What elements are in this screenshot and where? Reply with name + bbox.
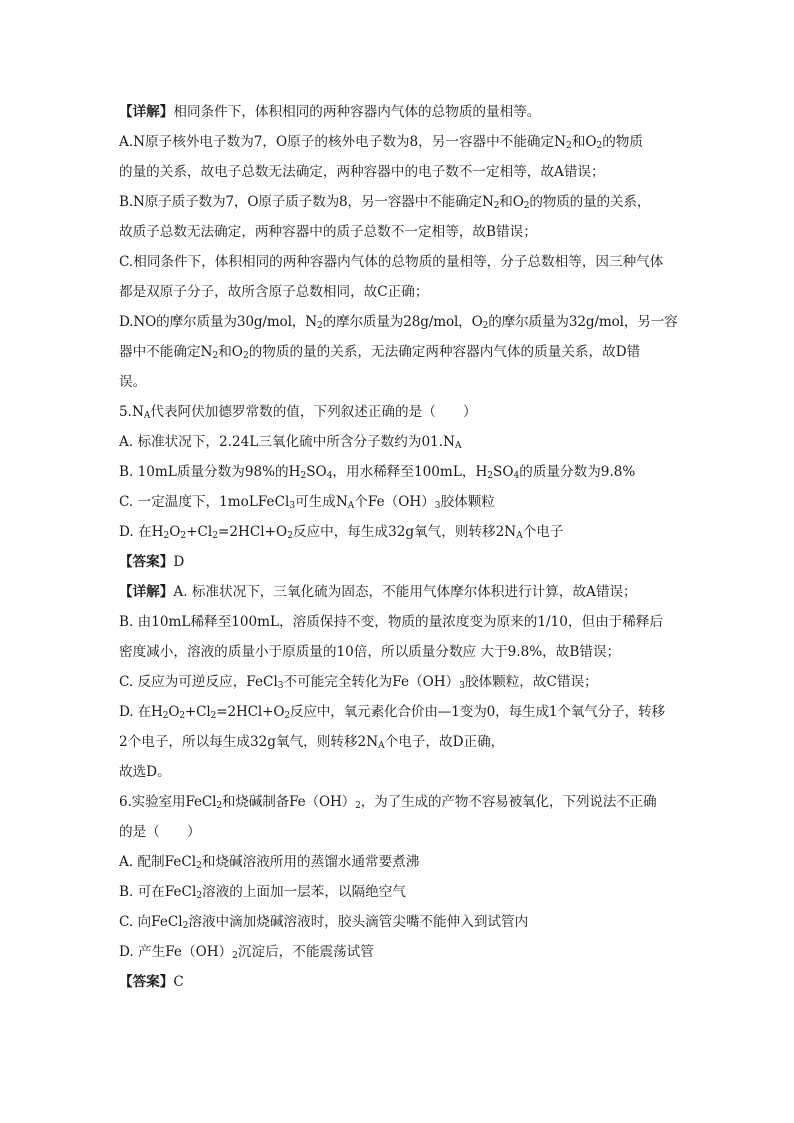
paragraph-4b-line-1: B.N原子质子数为7，O原子质子数为8，另一容器中不能确定$N_2$和$O_2$的物质的量的关系， — [119, 194, 651, 211]
paragraph-4d-line-3: 误。 — [119, 374, 147, 390]
question-6-option-c: C. 向FeCl$_2$溶液中滴加烧碱溶液时，胶头滴管尖嘴不能伸入到试管内 — [119, 914, 529, 931]
detail-tag: 【详解】 — [119, 584, 174, 600]
paragraph-detail-intro: 【详解】相同条件下，体积相同的两种容器内气体的总物质的量相等。 — [119, 104, 541, 120]
question-5-detail-b-line-1: B. 由10mL稀释至100mL，溶质保持不变，物质的量浓度变为原来的1/10，但由于稀释后 — [119, 614, 664, 630]
question-6-answer — [119, 967, 679, 997]
paragraph-4a-line-1: A.N原子核外电子数为7，O原子的核外电子数为8，另一容器中不能确定$N_2$和$O_2$的物质 — [119, 134, 643, 151]
paragraph-4c-line-2: 都是双原子分子，故所含原子总数相同，故C正确； — [119, 284, 429, 300]
document-body — [119, 97, 679, 997]
question-6-stem-line-1: 6.实验室用FeCl$_2$和烧碱制备$Fe(OH)_2$，为了生成的产物不容易被氧化，下列说法不正确 — [119, 794, 657, 811]
question-6-option-b: B. 可在FeCl$_2$溶液的上面加一层苯，以隔绝空气 — [119, 884, 406, 901]
paragraph-4c-line-1: C.相同条件下，体积相同的两种容器内气体的总物质的量相等，分子总数相等，因三种气体 — [119, 254, 664, 270]
question-5-detail-d-line-1: D. 在$H_2O_2+Cl_2=2HCl+O_2$反应中，氧元素化合价由—1变为0，每生成1个氧气分子，转移 — [119, 704, 665, 721]
paragraph-4a-line-2: 的量的关系，故电子总数无法确定，两种容器中的电子数不一定相等，故A错误； — [119, 164, 605, 180]
paragraph-4d-line-1: D.NO的摩尔质量为30g/mol，$N_2$的摩尔质量为28g/mol，$O_2$的摩尔质量为32g/mol，另一容 — [119, 314, 678, 331]
question-5-conclusion: 故选D。 — [119, 764, 171, 780]
answer-tag: 【答案】 — [119, 974, 174, 990]
answer-tag: 【答案】 — [119, 554, 174, 570]
question-5-option-b: B. 10mL质量分数为98%的$H_2SO_4$，用水稀释至100mL，$H_2SO_4$的质量分数为9.8% — [119, 464, 636, 481]
question-5-detail-d-line-2: 2个电子，所以每生成32g氧气，则转移$2N_A$个电子，故D正确， — [119, 734, 505, 751]
question-6-option-d: D. 产生$Fe(OH)_2$沉淀后，不能震荡试管 — [119, 944, 374, 961]
paragraph-4d-line-2: 器中不能确定$N_2$和$O_2$的物质的量的关系，无法确定两种容器内气体的质量关系，故D错 — [119, 344, 641, 361]
question-5-option-a: A. 标准状况下，2.24L三氧化硫中所含分子数约为$01.N_A$ — [119, 434, 462, 451]
question-5-detail-b-line-2: 密度减小，溶液的质量小于原质量的10倍，所以质量分数应 大于9.8%，故B错误； — [119, 644, 621, 660]
question-5-option-d: D. 在$H_2O_2+Cl_2=2HCl+O_2$反应中，每生成32g氧气，则转移$2N_A$个电子 — [119, 524, 564, 541]
paragraph-4b-line-2: 故质子总数无法确定，两种容器中的质子总数不一定相等，故B错误； — [119, 224, 537, 240]
question-6-option-a: A. 配制FeCl$_2$和烧碱溶液所用的蒸馏水通常要煮沸 — [119, 854, 420, 871]
answer-value: D — [173, 554, 185, 570]
question-5-detail-a: 【详解】A. 标准状况下，三氧化硫为固态，不能用气体摩尔体积进行计算，故A错误； — [119, 584, 637, 600]
question-5-answer — [119, 547, 679, 577]
question-5-stem: $5.N_A$代表阿伏加德罗常数的值，下列叙述正确的是（ ） — [119, 404, 477, 421]
question-5-detail-c: C. 反应为可逆反应，FeCl$_3$不可能完全转化为$Fe(OH)_3$胶体颗粒，故C错误； — [119, 674, 598, 691]
answer-value: C — [173, 974, 184, 990]
question-5-option-c: C. 一定温度下，1moLFeCl$_3$可生成$N_A$个$Fe(OH)_3$胶体颗粒 — [119, 494, 495, 511]
question-6-stem-line-2: 的是（ ） — [119, 824, 201, 840]
detail-tag: 【详解】 — [119, 104, 174, 120]
